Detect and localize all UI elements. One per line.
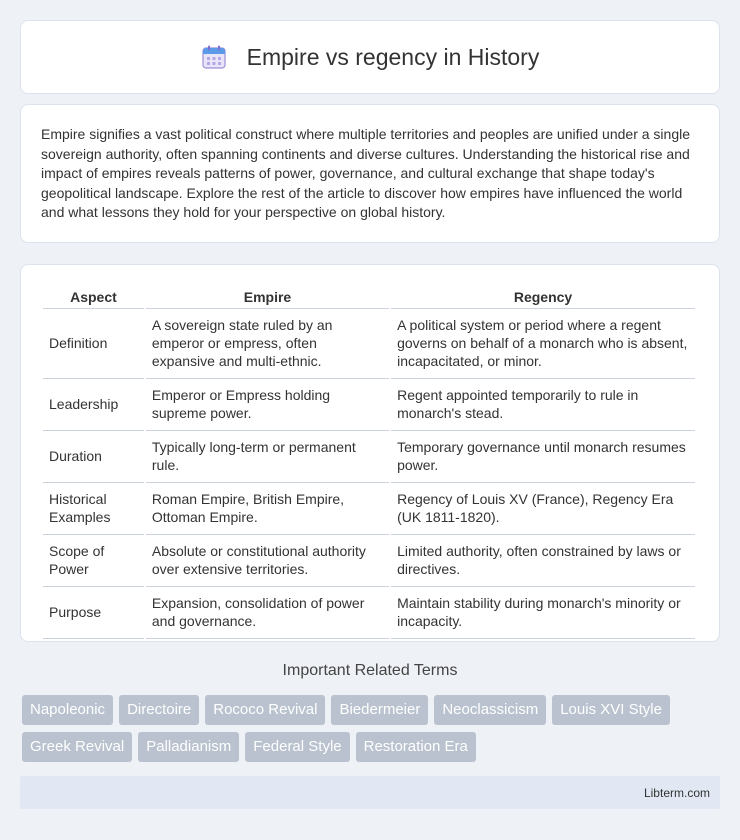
intro-card (20, 104, 720, 243)
header-empire: Empire (146, 285, 389, 309)
cell-empire: Absolute or constitutional authority over extensive territories. (146, 535, 389, 587)
table-row (43, 379, 695, 431)
cell-regency: Regency of Louis XV (France), Regency Era (UK 1811-1820). (391, 483, 695, 535)
table-header-row (43, 285, 695, 309)
table-row (43, 587, 695, 639)
page-title: Empire vs regency in History (246, 43, 540, 70)
intro-text: Empire signifies a vast political construct where multiple territories and peoples are unified under a single sovereign authority, often spanning continents and diverse cultures. Understanding the historical rise and impact of empires reveals patterns of power, governance, and cultural exchange that shape today's geopolitical landscape. Explore the rest of the article to discover how empires have influenced the world and what lessons they hold for your perspective on global history. (41, 126, 690, 221)
tag-neoclassicism[interactable]: Neoclassicism (434, 695, 546, 725)
related-terms-title: Important Related Terms (282, 662, 458, 679)
tag-biedermeier[interactable]: Biedermeier (331, 695, 428, 725)
cell-aspect: Duration (43, 431, 144, 483)
cell-regency: Limited authority, often constrained by laws or directives. (391, 535, 695, 587)
tag-federal-style[interactable]: Federal Style (245, 732, 349, 762)
cell-aspect: Historical Examples (43, 483, 144, 535)
cell-regency: A political system or period where a regent governs on behalf of a monarch who is absent, incapacitated, or minor. (391, 309, 695, 379)
cell-empire: Emperor or Empress holding supreme power. (146, 379, 389, 431)
cell-aspect: Purpose (43, 587, 144, 639)
cell-aspect: Definition (43, 309, 144, 379)
comparison-table (41, 285, 697, 639)
footer-site-link[interactable]: Libterm.com (643, 786, 710, 800)
header-aspect: Aspect (43, 285, 144, 309)
cell-empire: Expansion, consolidation of power and governance. (146, 587, 389, 639)
title-wrap (201, 44, 540, 71)
tag-napoleonic[interactable]: Napoleonic (22, 695, 113, 725)
cell-regency: Temporary governance until monarch resumes power. (391, 431, 695, 483)
header-card (20, 20, 720, 94)
table-row (43, 309, 695, 379)
comparison-table-card (20, 264, 720, 642)
cell-empire: Roman Empire, British Empire, Ottoman Empire. (146, 483, 389, 535)
calendar-icon (201, 44, 227, 70)
cell-aspect: Leadership (43, 379, 144, 431)
table-row (43, 431, 695, 483)
header-regency: Regency (391, 285, 695, 309)
tag-rococo-revival[interactable]: Rococo Revival (205, 695, 325, 725)
cell-aspect: Scope of Power (43, 535, 144, 587)
table-row (43, 483, 695, 535)
tag-directoire[interactable]: Directoire (119, 695, 199, 725)
cell-empire: Typically long-term or permanent rule. (146, 431, 389, 483)
cell-regency: Maintain stability during monarch's minority or incapacity. (391, 587, 695, 639)
cell-empire: A sovereign state ruled by an emperor or empress, often expansive and multi-ethnic. (146, 309, 389, 379)
related-terms-tags (22, 695, 722, 762)
tag-palladianism[interactable]: Palladianism (138, 732, 239, 762)
tag-restoration-era[interactable]: Restoration Era (356, 732, 476, 762)
table-row (43, 535, 695, 587)
footer (20, 776, 720, 809)
tag-louis-xvi-style[interactable]: Louis XVI Style (552, 695, 670, 725)
tag-greek-revival[interactable]: Greek Revival (22, 732, 132, 762)
cell-regency: Regent appointed temporarily to rule in monarch's stead. (391, 379, 695, 431)
